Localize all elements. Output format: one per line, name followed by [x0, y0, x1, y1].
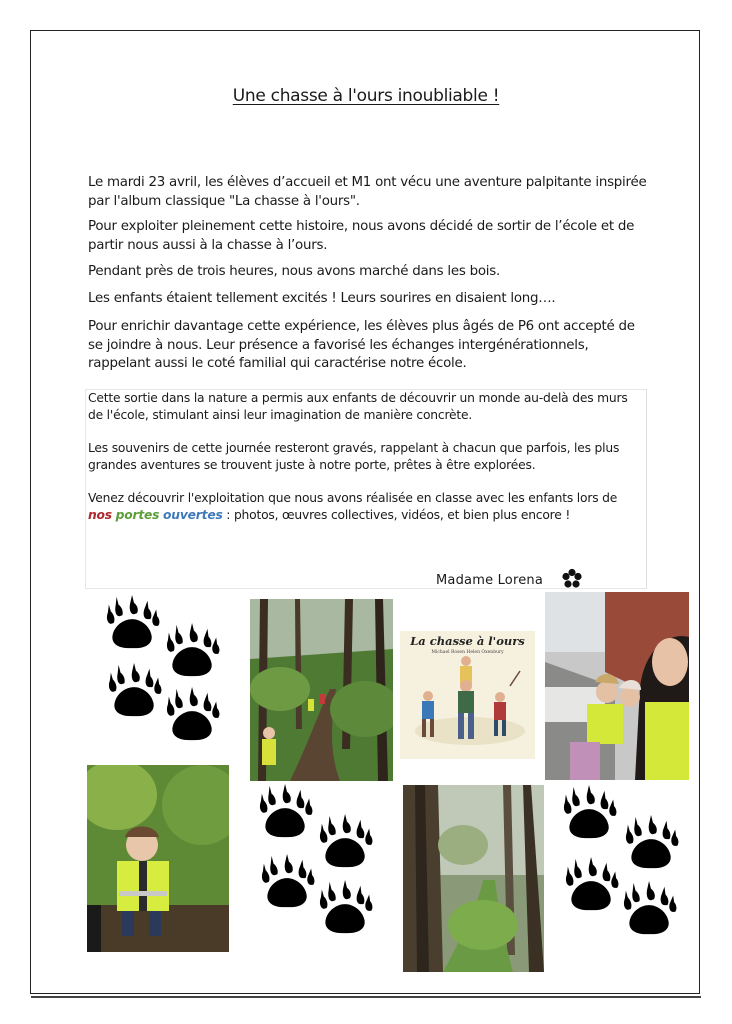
photo-forest-walk: [250, 599, 393, 781]
bear-paw-icon: [260, 852, 316, 910]
bear-paw-icon: [105, 593, 161, 651]
paragraph-1: Le mardi 23 avril, les élèves d’accueil et M1 ont vécu une aventure palpitante inspirée par l'album classique "La chasse à l'ours".: [88, 175, 647, 209]
bear-paw-icon: [165, 621, 221, 679]
book-authors: Michael Rosen Helen Oxenbury: [431, 650, 504, 655]
page-shadow: [31, 996, 701, 998]
box-paragraph-2: Les souvenirs de cette journée resteront gravés, rappelant à chacun que parfois, les plus grandes aventures se trouvent juste à notre porte, prêtes à être explorées.: [88, 441, 620, 472]
bear-paw-icon: [258, 782, 314, 840]
bear-paw-icon: [107, 661, 163, 719]
flower-icon: [561, 568, 583, 590]
bear-paw-icon: [318, 878, 374, 936]
bear-paw-icon: [562, 783, 618, 841]
photo-forest-ravine: [403, 785, 544, 972]
invite-text: Venez découvrir l'exploitation que nous avons réalisée en classe avec les enfants lors de: [88, 491, 618, 505]
article-title: Une chasse à l'ours inoubliable !: [232, 86, 500, 106]
bear-paw-icon: [624, 813, 680, 871]
book-title: La chasse à l'ours: [410, 634, 525, 648]
paragraph-2: Pour exploiter pleinement cette histoire, nous avons décidé de sortir de l’école et de partir nous aussi à la chasse à l’ours.: [88, 219, 635, 253]
paragraph-5: Pour enrichir davantage cette expérience, les élèves plus âgés de P6 ont accepté de se joindre à nous. Leur présence a favorisé les échanges intergénérationnels, rappelant aussi le coté familial qui caractérise notre école.: [88, 319, 635, 371]
paragraph-3: Pendant près de trois heures, nous avons marché dans les bois.: [88, 264, 500, 279]
bear-paw-icon: [318, 812, 374, 870]
invite-ouvertes: ouvertes: [163, 508, 223, 522]
invite-end: : photos, œuvres collectives, vidéos, et bien plus encore !: [222, 508, 571, 522]
box-paragraph-1: Cette sortie dans la nature a permis aux enfants de découvrir un monde au-delà des murs de l'école, stimulant ainsi leur imagination de manière concrète.: [88, 391, 628, 422]
photo-selfie: [545, 592, 689, 780]
box-invite: [88, 490, 644, 524]
paw-group-3: [562, 783, 687, 938]
bear-paw-icon: [622, 879, 678, 937]
paw-group-1: [105, 593, 225, 748]
photo-book-cover: [400, 631, 535, 759]
bear-paw-icon: [564, 855, 620, 913]
paragraph-4: Les enfants étaient tellement excités ! Leurs sourires en disaient long….: [88, 291, 556, 306]
signature: Madame Lorena: [436, 573, 544, 588]
invite-nos: nos: [88, 508, 112, 522]
paw-group-2: [258, 782, 378, 937]
invite-portes: portes: [115, 508, 160, 522]
photo-child: [87, 765, 229, 952]
bear-paw-icon: [165, 685, 221, 743]
